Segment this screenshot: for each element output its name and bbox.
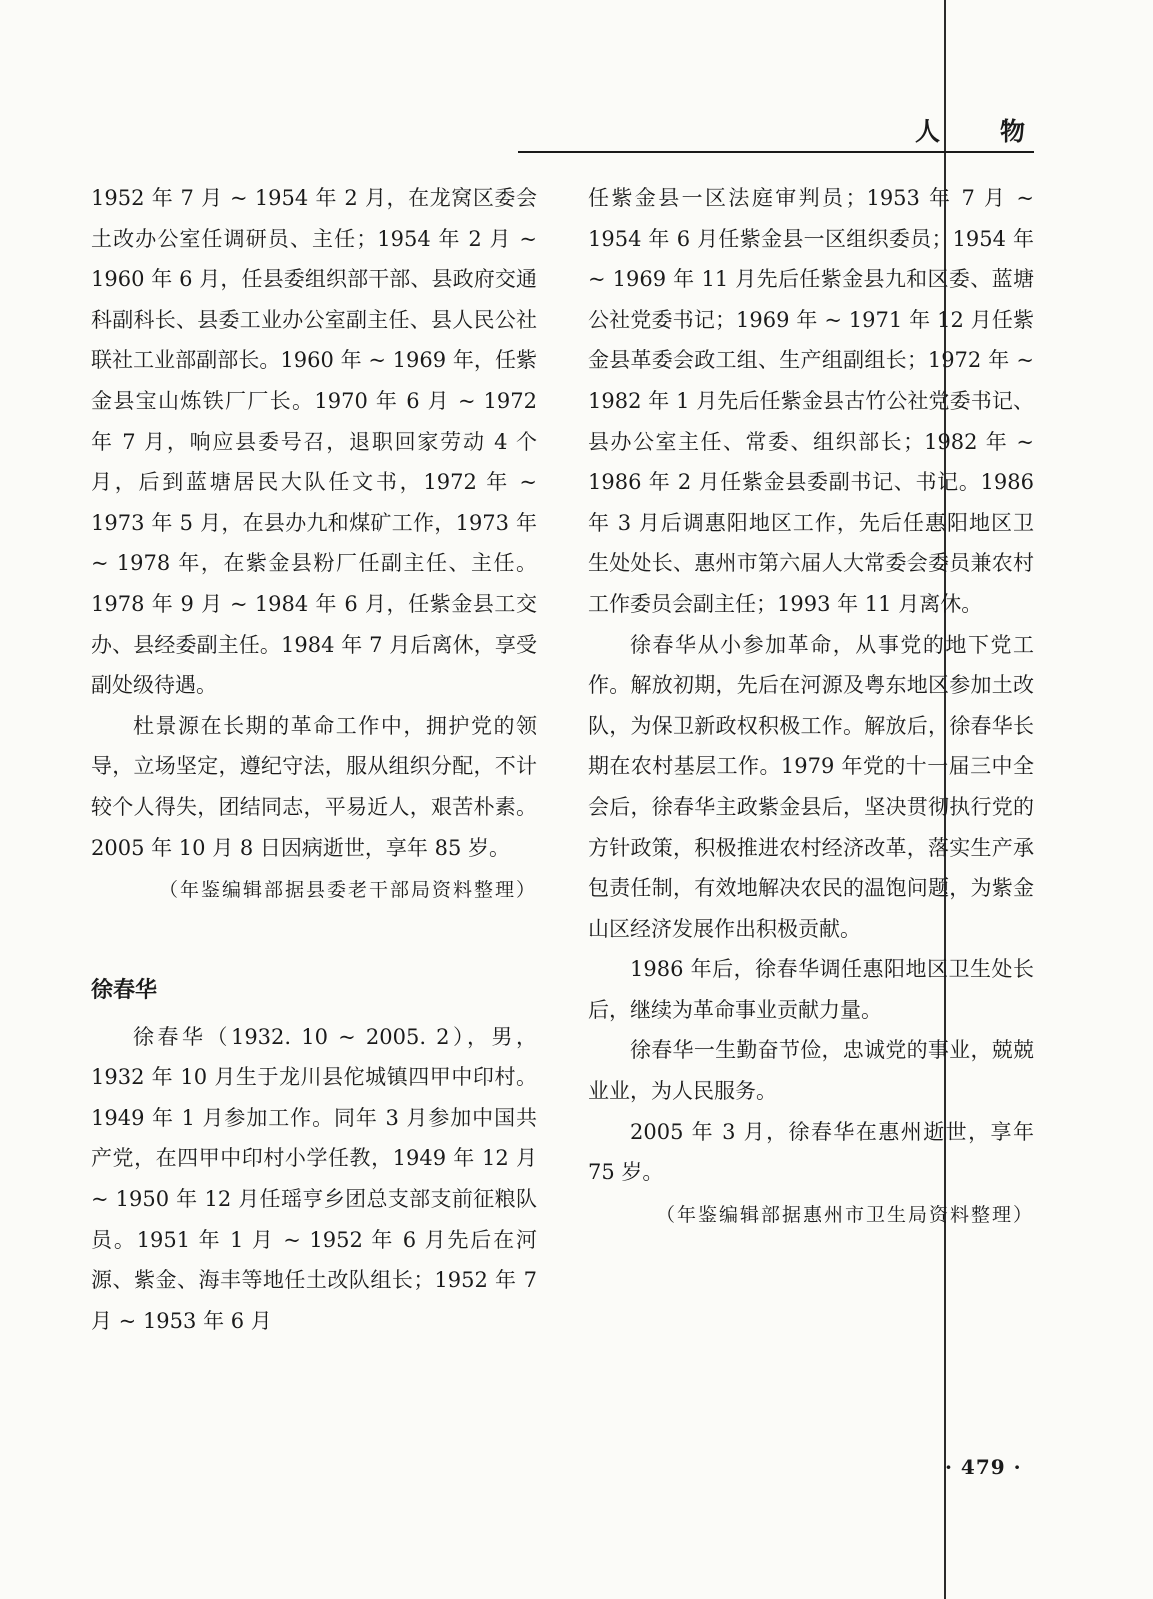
header-rule — [518, 151, 1034, 153]
right-paragraph-2: 徐春华从小参加革命，从事党的地下党工作。解放初期，先后在河源及粤东地区参加土改队，为保卫新政权积极工作。解放后，徐春华长期在农村基层工作。1979 年党的十一届三中全会后，徐春华主政紫金县后，坚决贯彻执行党的方针政策，积极推进农村经济改革，落实生产承包责任制，有效地解决农民的温饱问题，为紫金山区经济发展作出积极贡献。 — [588, 632, 1034, 941]
left-paragraph-2: 杜景源在长期的革命工作中，拥护党的领导，立场坚定，遵纪守法，服从组织分配，不计较个人得失，团结同志，平易近人，艰苦朴素。2005 年 10 月 8 日因病逝世，享年 85 岁。 — [91, 713, 537, 860]
section-label-char-2: 物 — [999, 117, 1025, 146]
right-paragraph-5: 2005 年 3 月，徐春华在惠州逝世，享年 75 岁。 — [588, 1119, 1034, 1185]
source-note-1: （年鉴编辑部据县委老干部局资料整理） — [158, 879, 537, 902]
running-header — [915, 112, 1025, 148]
right-column — [588, 178, 1034, 1235]
right-paragraph-3: 1986 年后，徐春华调任惠阳地区卫生处长后，继续为革命事业贡献力量。 — [588, 957, 1034, 1022]
section-title: 徐春华 — [91, 977, 158, 1003]
page-number: · 479 · — [945, 1455, 1022, 1479]
left-column — [91, 178, 537, 1341]
right-paragraph-1: 任紫金县一区法庭审判员；1953 年 7 月 ~ 1954 年 6 月任紫金县一区组织委员；1954 年 ~ 1969 年 11 月先后任紫金县九和区委、蓝塘公社党委书记；1969 年 ~ 1971 年 12 月任紫金县革委会政工组、生产组副组长；1972 年 ~ 1982 年 1 月先后任紫金县古竹公社党委书记、县办公室主任、常委、组织部长；1982 年 ~ 1986 年 2 月任紫金县委副书记、书记。1986 年 3 月后调惠阳地区工作，先后任惠阳地区卫生处处长、惠州市第六届人大常委会委员兼农村工作委员会副主任；1993 年 11 月离休。 — [588, 186, 1034, 616]
source-note-2: （年鉴编辑部据惠州市卫生局资料整理） — [655, 1203, 1034, 1226]
section-label-char-1: 人 — [915, 117, 941, 146]
left-paragraph-3: 徐春华（1932. 10 ~ 2005. 2），男，1932 年 10 月生于龙川县佗城镇四甲中印村。1949 年 1 月参加工作。同年 3 月参加中国共产党，在四甲中印村小学任教，1949 年 12 月 ~ 1950 年 12 月任瑶亨乡团总支部支前征粮队员。1951 年 1 月 ~ 1952 年 6 月先后在河源、紫金、海丰等地任土改队组长；1952 年 7 月 ~ 1953 年 6 月 — [91, 1024, 537, 1333]
left-paragraph-1: 1952 年 7 月 ~ 1954 年 2 月，在龙窝区委会土改办公室任调研员、主任；1954 年 2 月 ~ 1960 年 6 月，任县委组织部干部、县政府交通科副科长、县委工业办公室副主任、县人民公社联社工业部副部长。1960 年 ~ 1969 年，任紫金县宝山炼铁厂厂长。1970 年 6 月 ~ 1972 年 7 月，响应县委号召，退职回家劳动 4 个月，后到蓝塘居民大队任文书，1972 年 ~ 1973 年 5 月，在县办九和煤矿工作，1973 年 ~ 1978 年，在紫金县粉厂任副主任、主任。1978 年 9 月 ~ 1984 年 6 月，任紫金县工交办、县经委副主任。1984 年 7 月后离休，享受副处级待遇。 — [91, 186, 537, 698]
right-paragraph-4: 徐春华一生勤奋节俭，忠诚党的事业，兢兢业业，为人民服务。 — [588, 1038, 1034, 1104]
